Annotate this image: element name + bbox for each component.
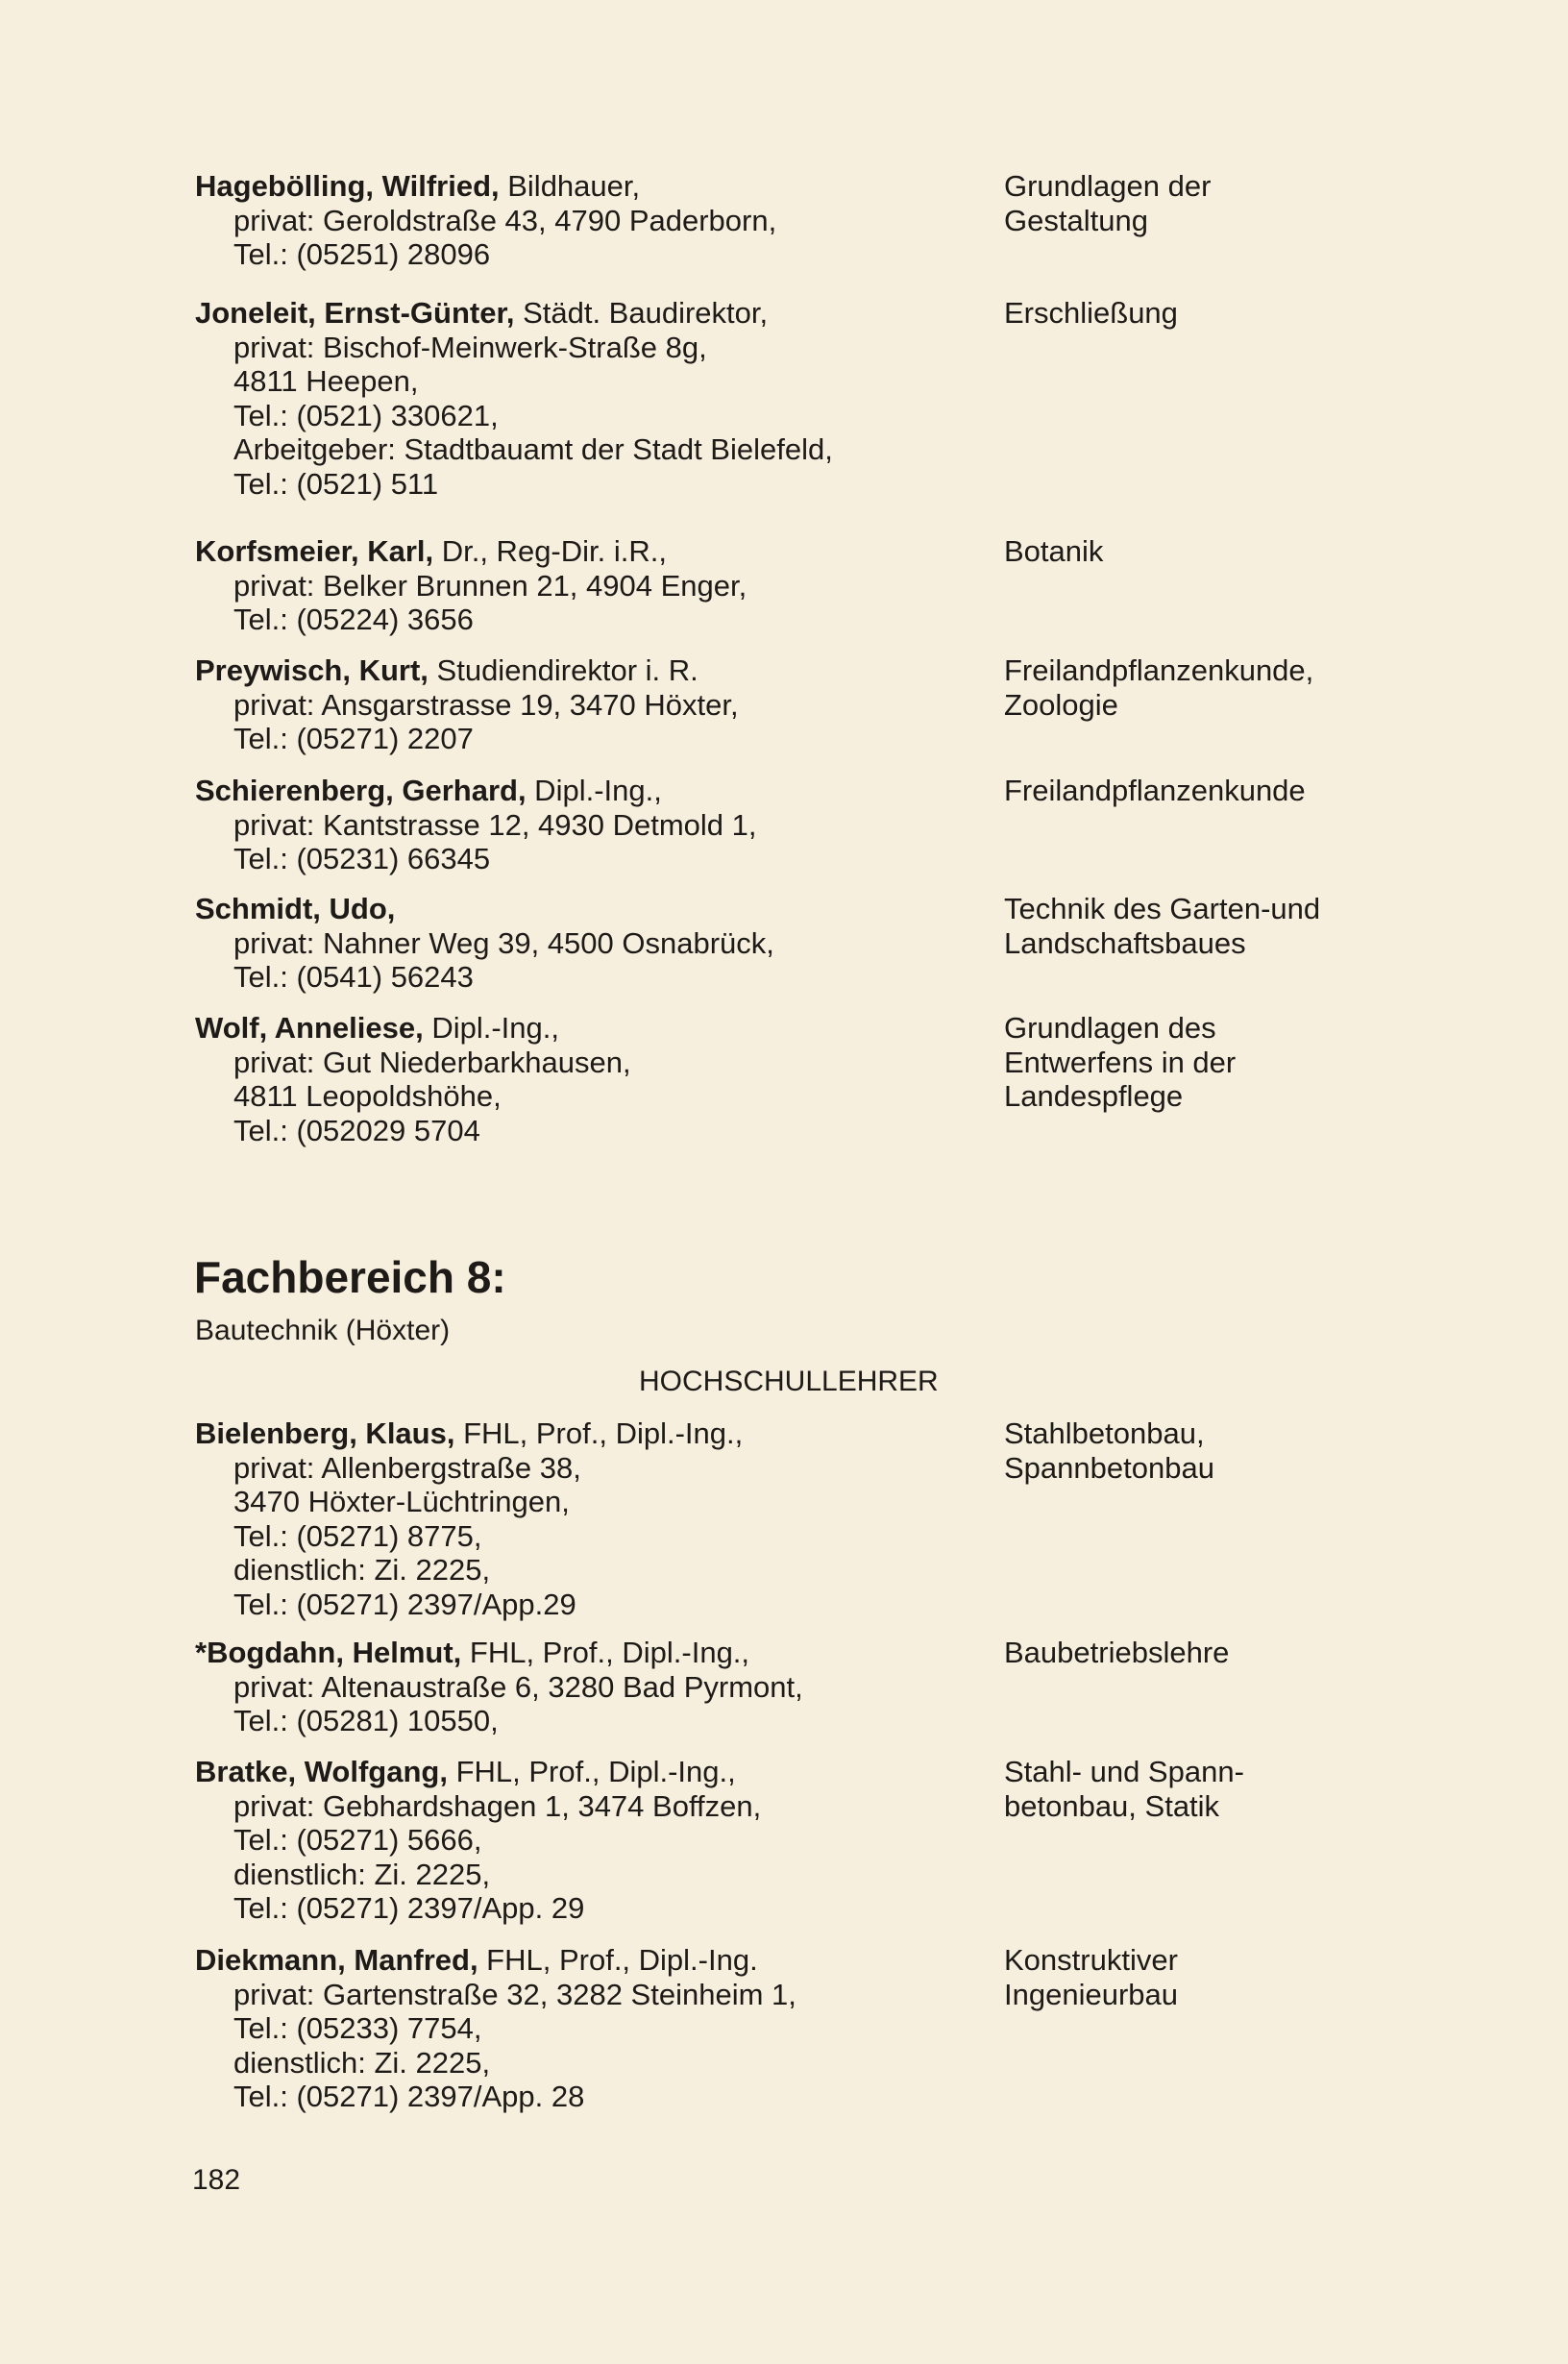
subject-line: Gestaltung <box>1004 203 1148 237</box>
subject-area <box>1004 169 1504 237</box>
person-title: FHL, Prof., Dipl.-Ing., <box>454 1416 744 1450</box>
subject-line: Erschließung <box>1004 296 1178 330</box>
person-title: Dipl.-Ing., <box>423 1011 559 1045</box>
subject-line: Ingenieurbau <box>1004 1977 1178 2011</box>
entry-line: privat: Ansgarstrasse 19, 3470 Höxter, <box>233 687 739 722</box>
subject-line: Botanik <box>1004 534 1104 568</box>
person-title: FHL, Prof., Dipl.-Ing., <box>447 1755 736 1788</box>
subject-line: Spannbetonbau <box>1004 1450 1214 1485</box>
subject-area <box>1004 1755 1504 1823</box>
entry-line: Tel.: (05251) 28096 <box>233 237 491 271</box>
subject-area <box>1004 1943 1504 2011</box>
entry-line: privat: Belker Brunnen 21, 4904 Enger, <box>233 568 747 603</box>
entry-line: Tel.: (05271) 5666, <box>233 1823 482 1857</box>
person-title: Städt. Baudirektor, <box>514 296 769 330</box>
person-title: FHL, Prof., Dipl.-Ing. <box>478 1943 758 1977</box>
entry-line: privat: Kantstrasse 12, 4930 Detmold 1, <box>233 807 757 842</box>
entry-line: 4811 Leopoldshöhe, <box>233 1079 502 1113</box>
subject-area <box>1004 892 1504 960</box>
person-name: Hagebölling, Wilfried, <box>195 169 500 203</box>
entry-line: dienstlich: Zi. 2225, <box>233 1553 491 1587</box>
entry-line: dienstlich: Zi. 2225, <box>233 1857 491 1891</box>
person-title: Bildhauer, <box>499 169 641 203</box>
subject-area <box>1004 534 1504 569</box>
section-subtitle: Bautechnik (Höxter) <box>195 1315 451 1346</box>
subject-area <box>1004 1636 1504 1670</box>
entry-line: Tel.: (052029 5704 <box>233 1113 480 1147</box>
entry-line: Tel.: (05271) 2397/App. 28 <box>233 2080 585 2113</box>
entry-line: 3470 Höxter-Lüchtringen, <box>233 1485 570 1518</box>
entry-line: Tel.: (0541) 56243 <box>233 960 474 994</box>
entry-line: Tel.: (05281) 10550, <box>233 1704 499 1737</box>
person-name: Bratke, Wolfgang, <box>195 1755 448 1788</box>
entry-line: Tel.: (05231) 66345 <box>233 842 491 875</box>
person-name: Schmidt, Udo, <box>195 892 396 925</box>
person-name: Korfsmeier, Karl, <box>195 534 434 568</box>
person-name: Preywisch, Kurt, <box>195 653 429 687</box>
person-title: Dr., Reg-Dir. i.R., <box>433 534 667 568</box>
entry-line: privat: Gebhardshagen 1, 3474 Boffzen, <box>233 1788 762 1823</box>
entry-line: privat: Allenbergstraße 38, <box>233 1450 581 1485</box>
section-title: Fachbereich 8: <box>194 1252 506 1302</box>
person-name: Wolf, Anneliese, <box>195 1011 424 1045</box>
person-name: Joneleit, Ernst-Günter, <box>195 296 515 330</box>
subject-area <box>1004 653 1504 722</box>
person-entry <box>195 1011 964 1147</box>
entry-line: dienstlich: Zi. 2225, <box>233 2045 491 2080</box>
person-entry <box>195 169 964 272</box>
entry-line: privat: Geroldstraße 43, 4790 Paderborn, <box>233 203 777 237</box>
subject-line: Stahlbetonbau, <box>1004 1416 1205 1450</box>
subject-line: Zoologie <box>1004 687 1118 722</box>
person-entry <box>195 1636 964 1738</box>
person-entry <box>195 1943 964 2114</box>
subject-line: Landschaftsbaues <box>1004 925 1246 960</box>
page-number: 182 <box>192 2164 241 2196</box>
entry-line: Tel.: (05224) 3656 <box>233 603 474 636</box>
entry-line: privat: Altenaustraße 6, 3280 Bad Pyrmont, <box>233 1669 803 1704</box>
entry-line: Tel.: (05233) 7754, <box>233 2011 482 2045</box>
entry-line: 4811 Heepen, <box>233 364 419 398</box>
subject-line: Landespflege <box>1004 1079 1184 1113</box>
person-title: Studiendirektor i. R. <box>428 653 698 687</box>
person-entry <box>195 892 964 995</box>
person-entry <box>195 296 964 501</box>
subject-line: Technik des Garten-und <box>1004 892 1321 925</box>
person-name: Diekmann, Manfred, <box>195 1943 478 1977</box>
entry-line: Tel.: (05271) 2397/App. 29 <box>233 1891 585 1925</box>
person-name: *Bogdahn, Helmut, <box>195 1636 462 1669</box>
person-title: FHL, Prof., Dipl.-Ing., <box>461 1636 750 1669</box>
entry-line: privat: Gartenstraße 32, 3282 Steinheim 1, <box>233 1977 796 2011</box>
person-entry <box>195 1416 964 1621</box>
person-name: Schierenberg, Gerhard, <box>195 774 527 807</box>
person-entry <box>195 774 964 876</box>
entry-line: Arbeitgeber: Stadtbauamt der Stadt Bielefeld, <box>233 432 833 466</box>
entry-line: privat: Gut Niederbarkhausen, <box>233 1045 631 1079</box>
subject-line: betonbau, Statik <box>1004 1788 1220 1823</box>
person-entry <box>195 534 964 637</box>
subject-area <box>1004 774 1504 808</box>
subject-line: Konstruktiver <box>1004 1943 1178 1977</box>
entry-line: privat: Bischof-Meinwerk-Straße 8g, <box>233 330 707 364</box>
entry-line: Tel.: (0521) 330621, <box>233 398 499 432</box>
subject-area <box>1004 1011 1504 1114</box>
person-entry <box>195 653 964 756</box>
entry-line: Tel.: (0521) 511 <box>233 466 439 501</box>
person-title: Dipl.-Ing., <box>526 774 662 807</box>
subject-line: Baubetriebslehre <box>1004 1636 1230 1669</box>
subject-line: Freilandpflanzenkunde <box>1004 774 1306 807</box>
subject-line: Stahl- und Spann- <box>1004 1755 1244 1788</box>
entry-line: Tel.: (05271) 2207 <box>233 722 474 755</box>
entry-line: Tel.: (05271) 2397/App.29 <box>233 1587 576 1621</box>
role-heading: HOCHSCHULLEHRER <box>639 1366 939 1397</box>
subject-line: Entwerfens in der <box>1004 1045 1237 1079</box>
subject-line: Freilandpflanzenkunde, <box>1004 653 1314 687</box>
person-name: Bielenberg, Klaus, <box>195 1416 455 1450</box>
subject-area <box>1004 1416 1504 1485</box>
subject-line: Grundlagen der <box>1004 169 1212 203</box>
entry-line: Tel.: (05271) 8775, <box>233 1518 482 1553</box>
subject-area <box>1004 296 1504 331</box>
person-entry <box>195 1755 964 1926</box>
entry-line: privat: Nahner Weg 39, 4500 Osnabrück, <box>233 925 774 960</box>
subject-line: Grundlagen des <box>1004 1011 1216 1045</box>
